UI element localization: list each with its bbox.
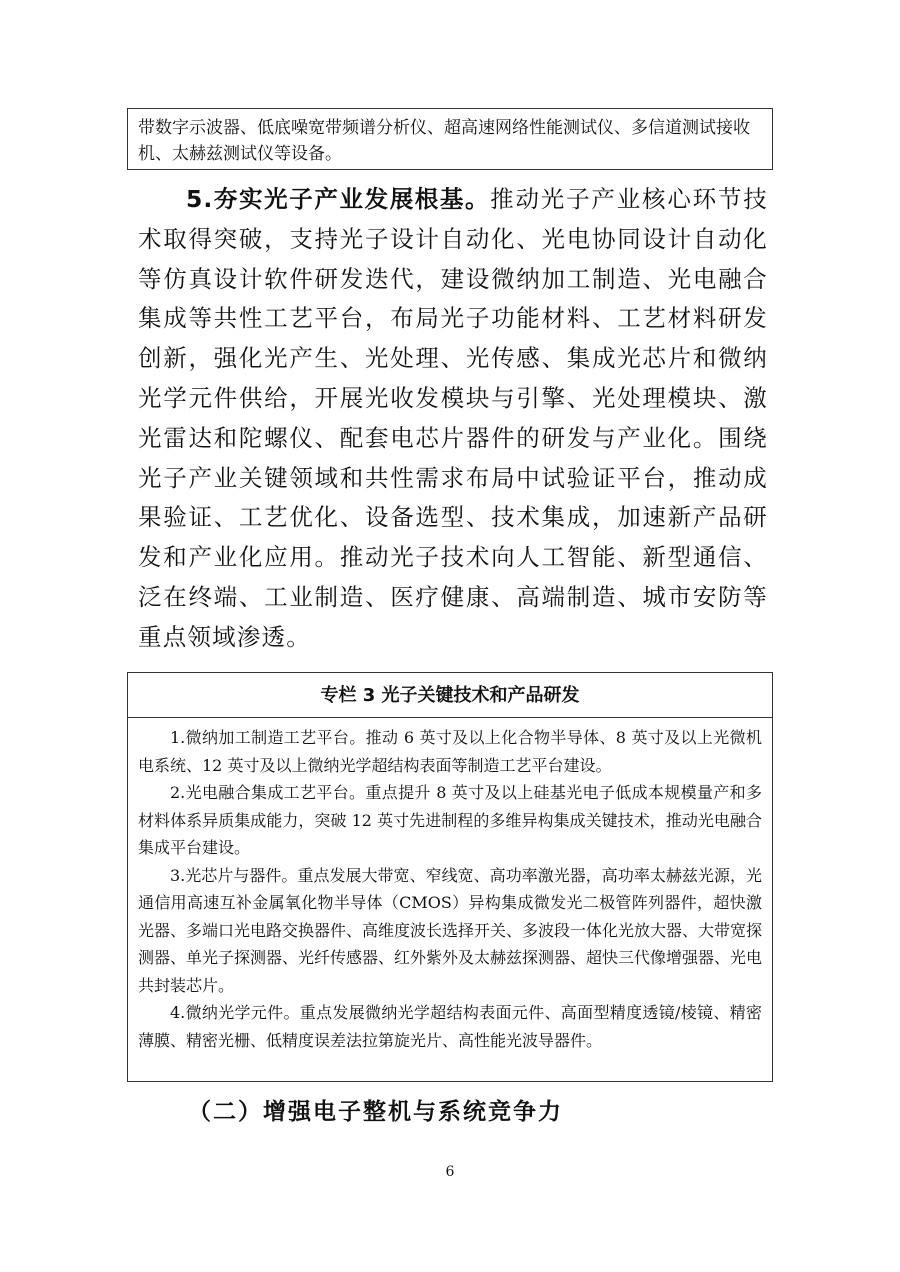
column-box-3 xyxy=(127,672,773,1082)
column-item xyxy=(138,724,762,779)
column-body xyxy=(128,718,772,1054)
section-heading: （二）增强电子整机与系统竞争力 xyxy=(188,1099,563,1125)
column-item xyxy=(138,779,762,862)
column-item-heading: 4.微纳光学元件。 xyxy=(170,1003,300,1022)
page-number: 6 xyxy=(445,1164,455,1180)
column-item-text: 推动 6 英寸及以上化合物半导体、8 英寸及以上光微机电系统、12 英寸及以上微纳光学超结构表面等制造工艺平台建设。 xyxy=(138,728,762,775)
continued-column-text: 带数字示波器、低底噪宽带频谱分析仪、超高速网络性能测试仪、多信道测试接收机、太赫兹测试仪等设备。 xyxy=(138,118,750,164)
column-item xyxy=(138,862,762,1000)
paragraph-5 xyxy=(138,180,768,658)
column-title: 专栏 3 光子关键技术和产品研发 xyxy=(128,673,772,718)
column-item-heading: 1.微纳加工制造工艺平台。 xyxy=(170,728,366,747)
column-item-text: 重点提升 8 英寸及以上硅基光电子低成本规模量产和多材料体系异质集成能力，突破 12 英寸先进制程的多维异构集成关键技术，推动光电融合集成平台建设。 xyxy=(138,783,762,857)
column-item-text: 重点发展大带宽、窄线宽、高功率激光器，高功率太赫兹光源，光通信用高速互补金属氧化物半导体（CMOS）异构集成微发光二极管阵列器件，超快激光器、多端口光电路交换器件、高维度波长选择开关、多波段一体化光放大器、大带宽探测器、单光子探测器、光纤传感器、红外紫外及太赫兹探测器、超快三代像增强器、光电共封装芯片。 xyxy=(138,865,763,995)
column-item-text: 重点发展微纳光学超结构表面元件、高面型精度透镜/棱镜、精密薄膜、精密光栅、低精度误差法拉第旋光片、高性能光波导器件。 xyxy=(138,1003,762,1050)
column-item xyxy=(138,999,762,1054)
paragraph-5-body: 推动光子产业核心环节技术取得突破，支持光子设计自动化、光电协同设计自动化等仿真设计软件研发迭代，建设微纳加工制造、光电融合集成等共性工艺平台，布局光子功能材料、工艺材料研发创新，强化光产生、光处理、光传感、集成光芯片和微纳光学元件供给，开展光收发模块与引擎、光处理模块、激光雷达和陀螺仪、配套电芯片器件的研发与产业化。围绕光子产业关键领域和共性需求布局中试验证平台，推动成果验证、工艺优化、设备选型、技术集成，加速新产品研发和产业化应用。推动光子技术向人工智能、新型通信、泛在终端、工业制造、医疗健康、高端制造、城市安防等重点领域渗透。 xyxy=(138,185,768,651)
column-item-heading: 2.光电融合集成工艺平台。 xyxy=(170,783,366,802)
continued-column-box xyxy=(127,108,773,170)
column-item-heading: 3.光芯片与器件。 xyxy=(170,865,298,885)
paragraph-5-heading: 5.夯实光子产业发展根基。 xyxy=(186,185,491,213)
